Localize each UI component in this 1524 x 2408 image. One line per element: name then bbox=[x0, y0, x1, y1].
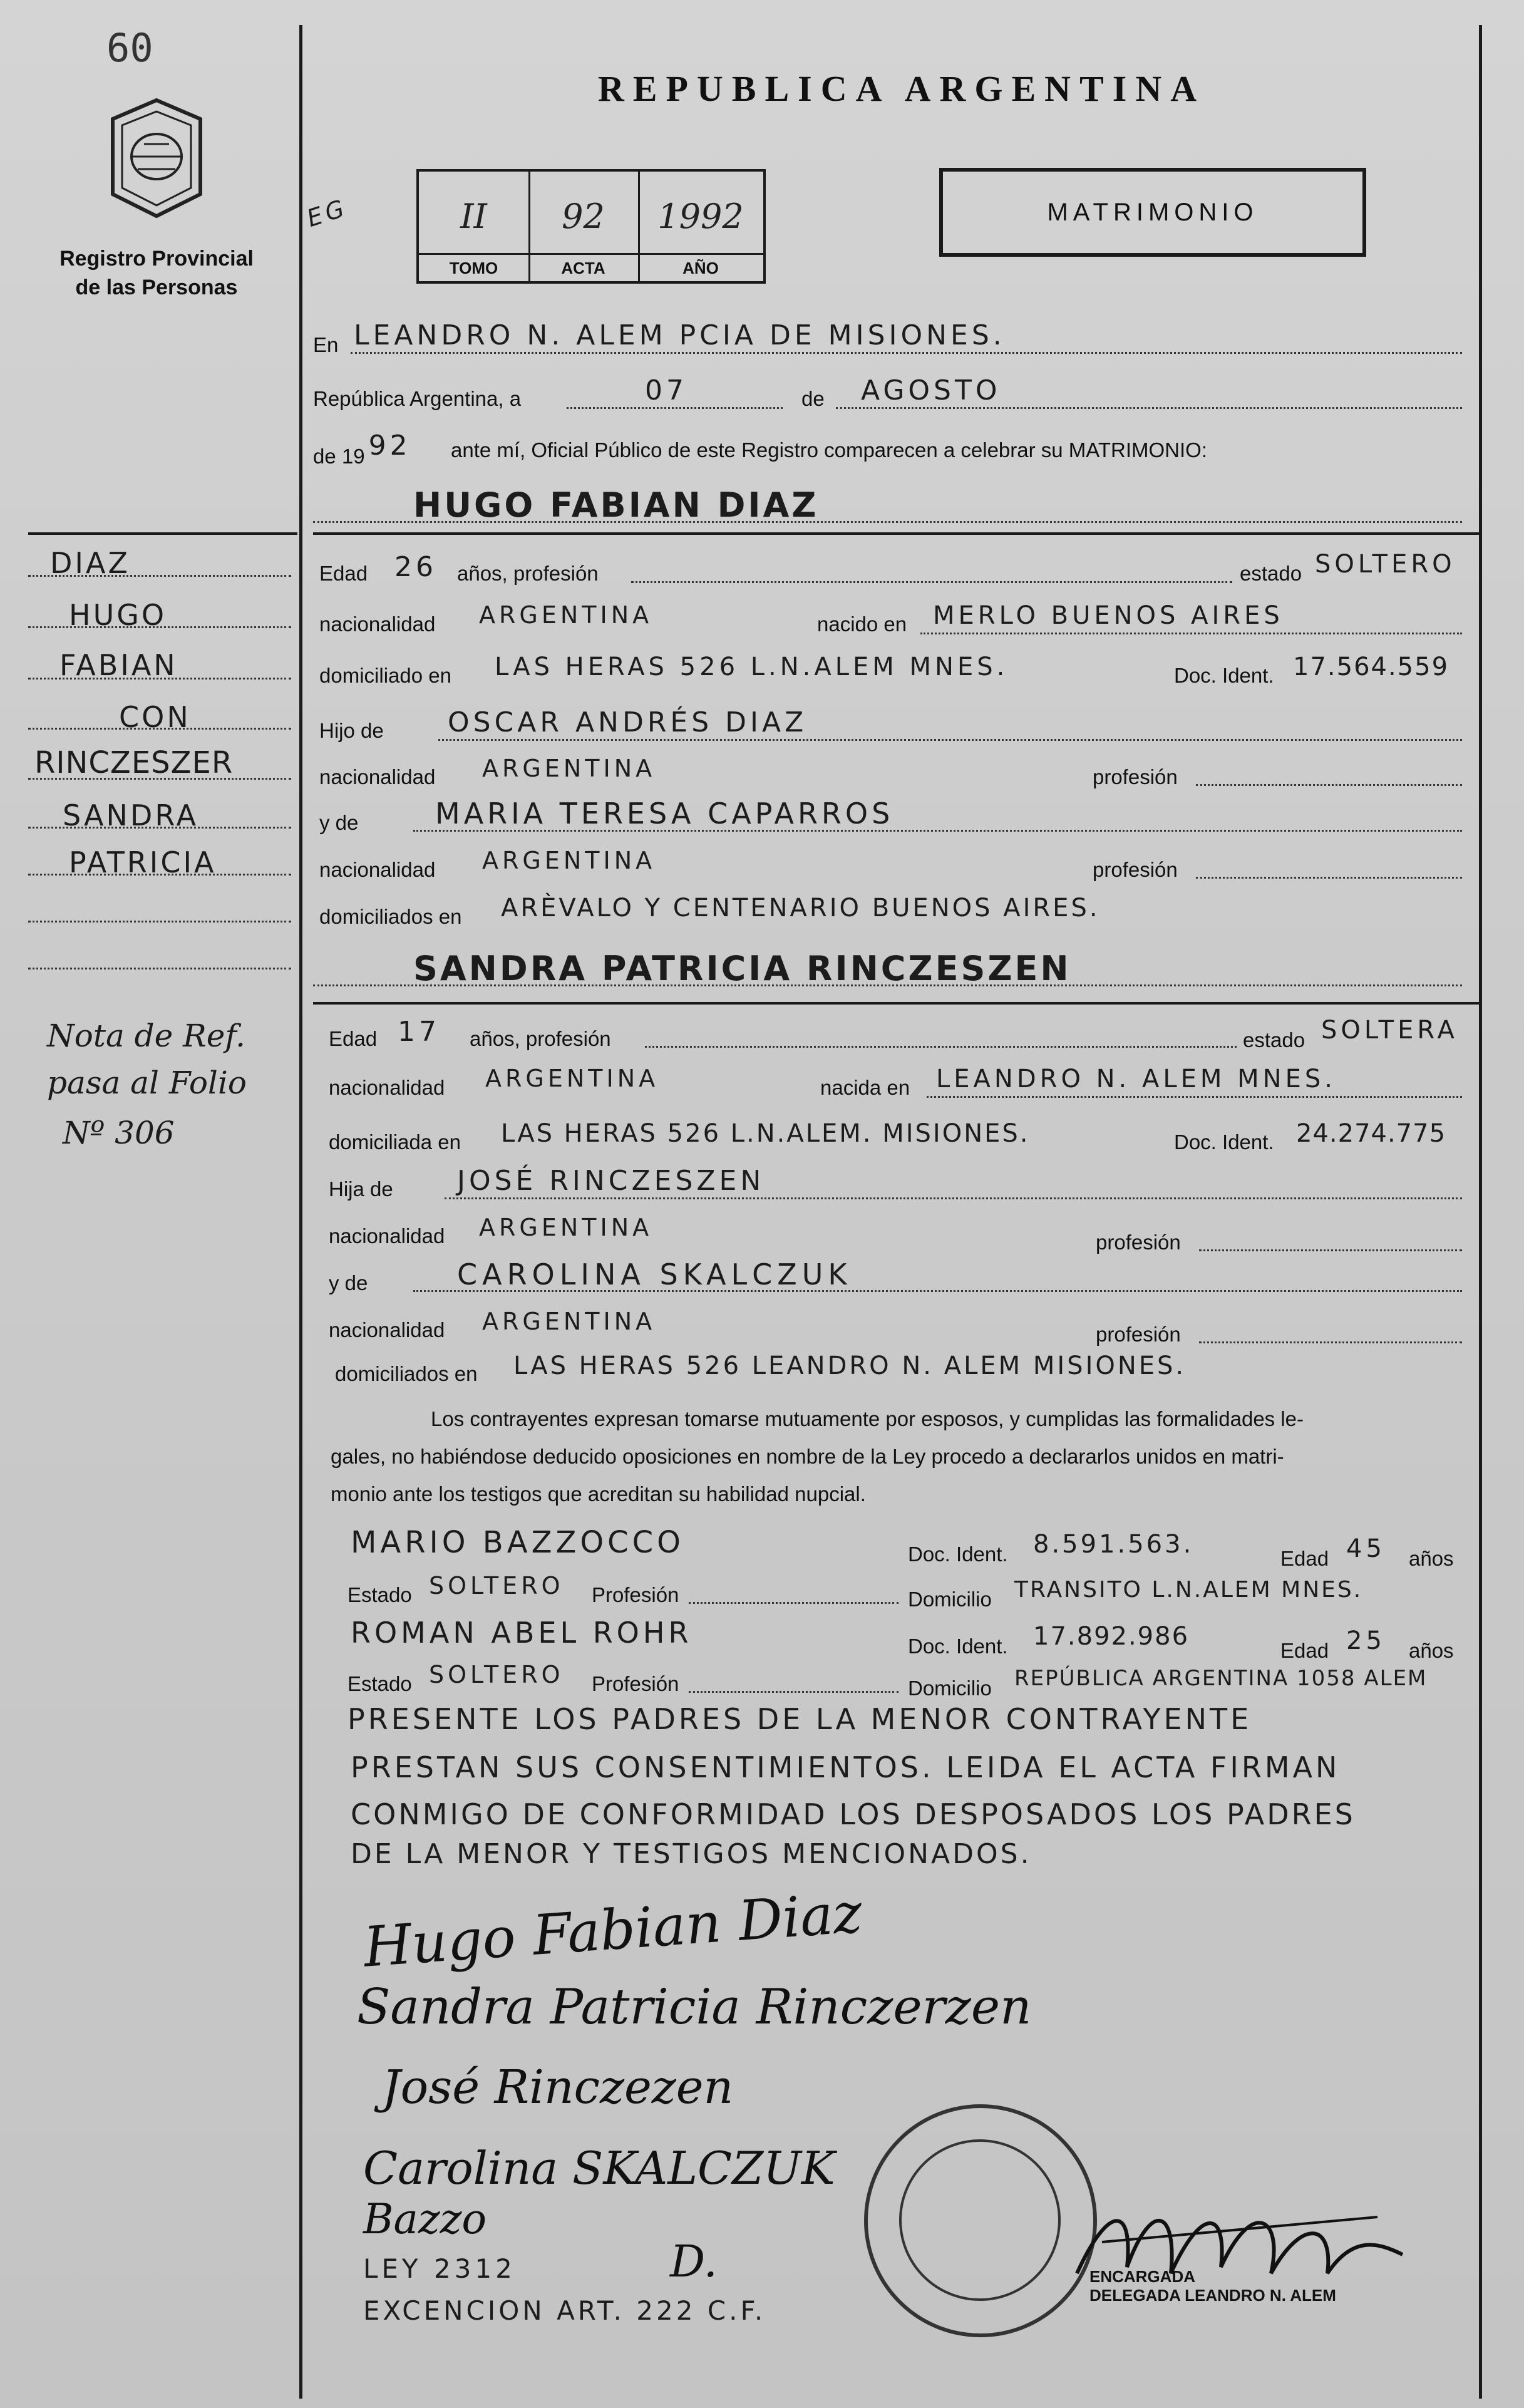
bride-domiciliados: LAS HERAS 526 LEANDRO N. ALEM MISIONES. bbox=[513, 1351, 1187, 1380]
de-label: de bbox=[801, 387, 825, 410]
day-dots bbox=[567, 407, 783, 409]
groom-domicilio: LAS HERAS 526 L.N.ALEM MNES. bbox=[495, 653, 1009, 681]
witness-1-profesion-dots bbox=[689, 1602, 898, 1604]
remark-line-4: DE LA MENOR Y TESTIGOS MENCIONADOS. bbox=[351, 1838, 1032, 1870]
sidebar-dots bbox=[28, 575, 291, 577]
witness-1-doc: 8.591.563. bbox=[1033, 1530, 1194, 1559]
sidebar-name-5: RINCZESZER bbox=[34, 745, 234, 780]
bride-madre: CAROLINA SKALCZUK bbox=[457, 1258, 852, 1291]
signature-bride: Sandra Patricia Rinczerzen bbox=[357, 1979, 1032, 2035]
signature-father: José Rinczezen bbox=[382, 2060, 734, 2114]
witness-1-doc-label: Doc. Ident. bbox=[908, 1542, 1008, 1566]
remark-line-2: PRESTAN SUS CONSENTIMIENTOS. LEIDA EL ACTA FIRMAN bbox=[351, 1750, 1341, 1784]
bride-nacida-label: nacida en bbox=[820, 1076, 910, 1099]
groom-nacido-dots bbox=[920, 633, 1462, 634]
bride-domicilio-label: domiciliada en bbox=[329, 1130, 461, 1154]
sidebar-dots bbox=[28, 778, 291, 780]
sidebar-dots bbox=[28, 827, 291, 829]
excencion-note: EXCENCION ART. 222 C.F. bbox=[363, 2295, 766, 2326]
groom-profesion-dots bbox=[631, 581, 1232, 583]
bride-anos-profesion-label: años, profesión bbox=[470, 1027, 611, 1050]
witness-2-domicilio: REPÚBLICA ARGENTINA 1058 ALEM bbox=[1014, 1666, 1428, 1691]
declaration-text bbox=[331, 1400, 1464, 1513]
signature-groom: Hugo Fabian Diaz bbox=[361, 1880, 864, 1980]
bride-nacionalidad-label: nacionalidad bbox=[329, 1076, 445, 1099]
right-margin-line bbox=[1479, 25, 1482, 2399]
bride-padre-profesion-label: profesión bbox=[1096, 1231, 1181, 1254]
groom-doc-label: Doc. Ident. bbox=[1174, 664, 1274, 687]
initials: EG bbox=[303, 193, 351, 233]
year-label bbox=[313, 430, 411, 470]
witness-1-name: MARIO BAZZOCCO bbox=[351, 1525, 684, 1560]
bride-madre-profesion-label: profesión bbox=[1096, 1323, 1181, 1346]
sidebar-dots bbox=[28, 874, 291, 876]
groom-estado: SOLTERO bbox=[1315, 550, 1456, 579]
republica-label: República Argentina, a bbox=[313, 387, 522, 410]
groom-domiciliados: ARÈVALO Y CENTENARIO BUENOS AIRES. bbox=[501, 894, 1100, 922]
witness-2-doc-label: Doc. Ident. bbox=[908, 1635, 1008, 1658]
bride-nacida-dots bbox=[927, 1096, 1462, 1098]
acta-cell bbox=[528, 172, 640, 281]
witness-2-domicilio-label: Domicilio bbox=[908, 1677, 992, 1700]
bride-nacionalidad: ARGENTINA bbox=[485, 1065, 659, 1092]
bride-divider bbox=[313, 1002, 1479, 1005]
bride-domicilio: LAS HERAS 526 L.N.ALEM. MISIONES. bbox=[501, 1119, 1030, 1148]
witness-1-estado-label: Estado bbox=[348, 1583, 412, 1606]
sidebar-name-3: FABIAN bbox=[59, 648, 178, 682]
bride-padre-profesion-dots bbox=[1199, 1249, 1462, 1251]
groom-padre-nac: ARGENTINA bbox=[482, 755, 656, 782]
bride-madre-profesion-dots bbox=[1199, 1341, 1462, 1343]
bride-madre-nac: ARGENTINA bbox=[482, 1308, 656, 1335]
groom-madre-nac-label: nacionalidad bbox=[319, 858, 436, 881]
groom-domicilio-label: domiciliado en bbox=[319, 664, 451, 687]
bride-estado: SOLTERA bbox=[1321, 1016, 1458, 1045]
groom-padre-dots bbox=[438, 739, 1462, 741]
bride-profesion-dots bbox=[645, 1046, 1237, 1048]
place: LEANDRO N. ALEM PCIA DE MISIONES. bbox=[354, 319, 1006, 351]
groom-madre-profesion-label: profesión bbox=[1093, 858, 1178, 881]
official-title-line-1: ENCARGADA bbox=[1089, 2267, 1195, 2286]
witness-1-anos-label: años bbox=[1409, 1547, 1454, 1570]
bride-domiciliados-label: domiciliados en bbox=[335, 1362, 478, 1385]
reference-note-line-3: Nº 306 bbox=[63, 1115, 175, 1151]
groom-padre-nac-label: nacionalidad bbox=[319, 765, 436, 788]
page-number: 60 bbox=[106, 25, 153, 71]
witness-1-profesion-label: Profesión bbox=[592, 1583, 679, 1606]
bride-edad: 17 bbox=[398, 1016, 440, 1048]
country-title: REPUBLICA ARGENTINA bbox=[597, 68, 1206, 109]
sidebar-name-6: SANDRA bbox=[63, 798, 198, 832]
groom-padre-profesion-label: profesión bbox=[1093, 765, 1178, 788]
registry-name bbox=[44, 244, 269, 302]
anio-value: 1992 bbox=[657, 197, 744, 236]
signature-witness: Bazzo bbox=[363, 2195, 487, 2243]
bride-madre-nac-label: nacionalidad bbox=[329, 1318, 445, 1341]
month: AGOSTO bbox=[861, 375, 1001, 406]
record-index-box bbox=[416, 169, 766, 284]
reference-note-line-1: Nota de Ref. bbox=[47, 1018, 245, 1054]
reference-note-line-2: pasa al Folio bbox=[47, 1065, 247, 1101]
groom-doc: 17.564.559 bbox=[1293, 653, 1449, 681]
acta-value: 92 bbox=[562, 197, 605, 236]
groom-edad-label: Edad bbox=[319, 562, 368, 585]
bride-doc: 24.274.775 bbox=[1296, 1119, 1446, 1148]
witness-2-anos-label: años bbox=[1409, 1639, 1454, 1662]
witness-1-domicilio: TRANSITO L.N.ALEM MNES. bbox=[1014, 1577, 1363, 1603]
ante-text: ante mí, Oficial Público de este Registro comparecen a celebrar su MATRIMONIO: bbox=[451, 438, 1208, 462]
sidebar-dots bbox=[28, 968, 291, 969]
ley-note: LEY 2312 bbox=[363, 2253, 516, 2284]
registry-line-2: de las Personas bbox=[75, 276, 238, 299]
official-seal-inner bbox=[899, 2139, 1061, 2301]
official-title-line-2: DELEGADA LEANDRO N. ALEM bbox=[1089, 2286, 1336, 2305]
groom-edad: 26 bbox=[394, 551, 437, 583]
left-margin-line bbox=[299, 25, 302, 2399]
sidebar-dots bbox=[28, 728, 291, 730]
acta-label: ACTA bbox=[528, 253, 638, 281]
bride-estado-label: estado bbox=[1243, 1028, 1305, 1052]
sidebar-dots bbox=[28, 921, 291, 922]
witness-2-edad-label: Edad bbox=[1280, 1639, 1329, 1662]
witness-1-edad-label: Edad bbox=[1280, 1547, 1329, 1570]
bride-hija-label: Hija de bbox=[329, 1177, 393, 1201]
month-dots bbox=[836, 407, 1462, 409]
registry-line-1: Registro Provincial bbox=[59, 247, 254, 271]
sidebar-name-2: HUGO bbox=[69, 598, 167, 632]
sidebar-dots bbox=[28, 626, 291, 628]
bride-edad-label: Edad bbox=[329, 1027, 378, 1050]
official-seal bbox=[864, 2104, 1097, 2337]
signature-official-initials: D. bbox=[670, 2236, 718, 2287]
sidebar-dots bbox=[28, 678, 291, 680]
groom-madre: MARIA TERESA CAPARROS bbox=[435, 797, 894, 830]
bride-nacida: LEANDRO N. ALEM MNES. bbox=[936, 1065, 1336, 1093]
remark-line-1: PRESENTE LOS PADRES DE LA MENOR CONTRAYENTE bbox=[348, 1702, 1252, 1736]
sidebar-name-1: DIAZ bbox=[50, 546, 130, 580]
bride-padre: JOSÉ RINCZESZEN bbox=[457, 1165, 765, 1197]
record-type: MATRIMONIO bbox=[1047, 199, 1259, 226]
bride-doc-label: Doc. Ident. bbox=[1174, 1130, 1274, 1154]
groom-divider bbox=[313, 532, 1479, 535]
place-dots bbox=[351, 352, 1462, 354]
witness-1-estado: SOLTERO bbox=[429, 1572, 564, 1599]
tomo-cell bbox=[419, 172, 530, 281]
witness-1-domicilio-label: Domicilio bbox=[908, 1588, 992, 1611]
year-suffix: 92 bbox=[368, 430, 411, 462]
witness-2-profesion-dots bbox=[689, 1691, 898, 1693]
witness-2-name: ROMAN ABEL ROHR bbox=[351, 1616, 692, 1650]
tomo-label: TOMO bbox=[419, 253, 528, 281]
groom-padre-profesion-dots bbox=[1196, 784, 1462, 786]
groom-name: HUGO FABIAN DIAZ bbox=[413, 485, 819, 525]
groom-domiciliados-label: domiciliados en bbox=[319, 905, 462, 928]
remark-line-3: CONMIGO DE CONFORMIDAD LOS DESPOSADOS LOS PADRES bbox=[351, 1797, 1356, 1831]
groom-yde-label: y de bbox=[319, 811, 359, 834]
bride-madre-dots bbox=[413, 1290, 1462, 1292]
sidebar-divider bbox=[28, 532, 297, 535]
groom-hijo-label: Hijo de bbox=[319, 719, 384, 742]
declaration-line-3: monio ante los testigos que acreditan su habilidad nupcial. bbox=[331, 1482, 866, 1506]
year-prefix: de 19 bbox=[313, 445, 365, 468]
declaration-line-2: gales, no habiéndose deducido oposiciones en nombre de la Ley procedo a declararlos unidos en matri- bbox=[331, 1445, 1284, 1468]
groom-madre-nac: ARGENTINA bbox=[482, 847, 656, 874]
groom-padre: OSCAR ANDRÉS DIAZ bbox=[448, 706, 808, 738]
groom-nacido-label: nacido en bbox=[817, 612, 907, 636]
groom-madre-dots bbox=[413, 830, 1462, 832]
sidebar-name-7: PATRICIA bbox=[69, 845, 217, 879]
sidebar-name-4: CON bbox=[119, 700, 191, 734]
witness-2-estado-label: Estado bbox=[348, 1672, 412, 1695]
bride-name: SANDRA PATRICIA RINCZESZEN bbox=[413, 949, 1071, 988]
declaration-line-1: Los contrayentes expresan tomarse mutuamente por esposos, y cumplidas las formalidades le- bbox=[431, 1407, 1304, 1430]
tomo-value: II bbox=[460, 197, 487, 236]
witness-1-edad: 45 bbox=[1346, 1534, 1386, 1563]
witness-2-profesion-label: Profesión bbox=[592, 1672, 679, 1695]
witness-2-doc: 17.892.986 bbox=[1033, 1622, 1190, 1651]
bride-name-dots bbox=[313, 984, 1462, 986]
groom-name-dots bbox=[313, 521, 1462, 523]
witness-2-estado: SOLTERO bbox=[429, 1661, 564, 1688]
groom-anos-profesion-label: años, profesión bbox=[457, 562, 599, 585]
bride-padre-dots bbox=[445, 1197, 1462, 1199]
record-type-box bbox=[939, 168, 1366, 257]
bride-yde-label: y de bbox=[329, 1271, 368, 1294]
signature-mother: Carolina SKALCZUK bbox=[363, 2142, 835, 2194]
groom-madre-profesion-dots bbox=[1196, 877, 1462, 879]
groom-estado-label: estado bbox=[1240, 562, 1302, 585]
bride-padre-nac-label: nacionalidad bbox=[329, 1224, 445, 1248]
day: 07 bbox=[645, 375, 687, 406]
groom-nacionalidad: ARGENTINA bbox=[479, 601, 653, 629]
anio-cell bbox=[638, 172, 763, 281]
bride-padre-nac: ARGENTINA bbox=[479, 1214, 653, 1241]
provincial-seal-icon bbox=[100, 94, 213, 225]
en-label: En bbox=[313, 333, 339, 356]
anio-label: AÑO bbox=[638, 253, 763, 281]
witness-2-edad: 25 bbox=[1346, 1626, 1386, 1655]
groom-nacionalidad-label: nacionalidad bbox=[319, 612, 436, 636]
groom-nacido: MERLO BUENOS AIRES bbox=[933, 601, 1284, 630]
